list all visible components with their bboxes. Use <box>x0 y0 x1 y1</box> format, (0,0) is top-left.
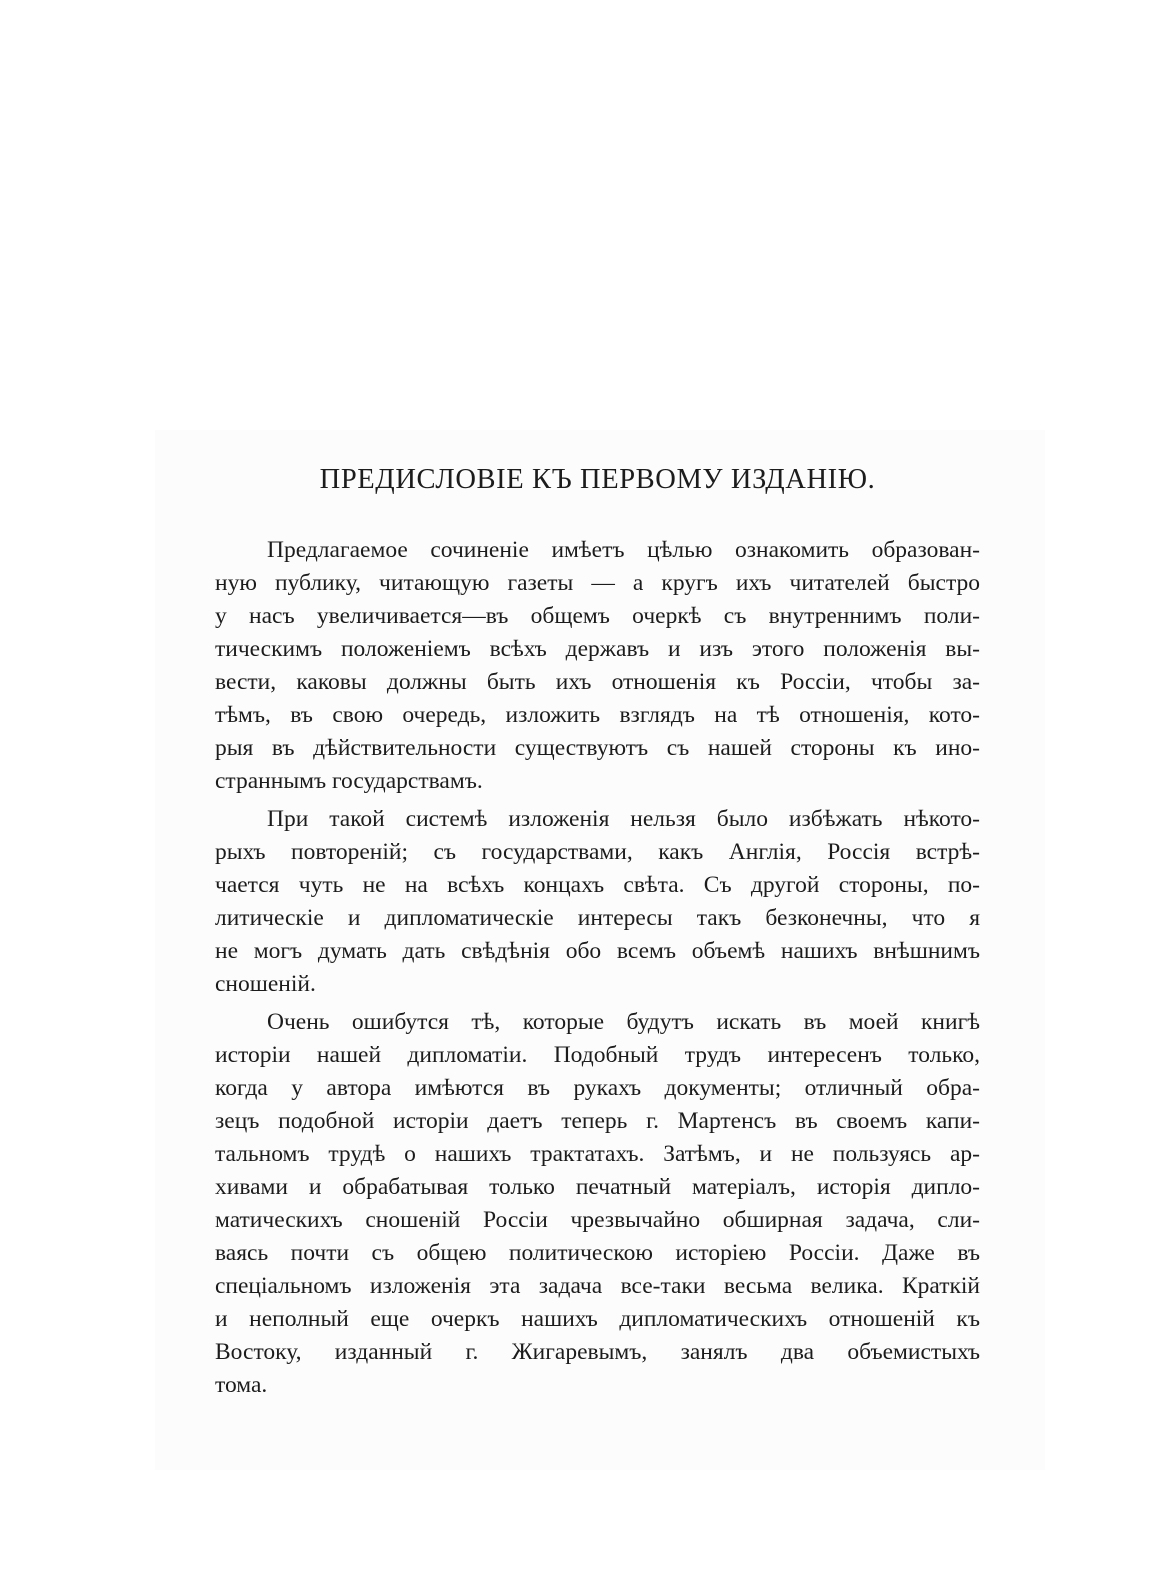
text-line: матическихъ сношеній Россіи чрезвычайно обширная задача, сли- <box>215 1207 980 1233</box>
preface-heading: ПРЕДИСЛОВІЕ КЪ ПЕРВОМУ ИЗДАНІЮ. <box>319 464 876 495</box>
text-line: когда у автора имѣются въ рукахъ документы; отличный обра- <box>215 1075 980 1101</box>
text-line: тома. <box>215 1372 268 1398</box>
text-line: сношеній. <box>215 971 316 997</box>
text-line: тѣмъ, въ свою очередь, изложить взглядъ на тѣ отношенія, кото- <box>215 702 980 728</box>
text-line: тическимъ положеніемъ всѣхъ державъ и изъ этого положенія вы- <box>215 636 980 662</box>
text-line: При такой системѣ изложенія нельзя было избѣжать нѣкото- <box>267 806 980 832</box>
text-line: Очень ошибутся тѣ, которые будутъ искать въ моей книгѣ <box>267 1009 980 1035</box>
text-line: Востоку, изданный г. Жигаревымъ, занялъ два объемистыхъ <box>215 1339 980 1365</box>
text-line: чается чуть не на всѣхъ концахъ свѣта. Съ другой стороны, по- <box>215 872 980 898</box>
paragraph-1 <box>215 534 980 798</box>
text-line: зецъ подобной исторіи даетъ теперь г. Мартенсъ въ своемъ капи- <box>215 1108 980 1134</box>
text-line: у насъ увеличивается—въ общемъ очеркѣ съ внутреннимъ поли- <box>215 603 980 629</box>
text-line: рыхъ повтореній; съ государствами, какъ Англія, Россія встрѣ- <box>215 839 980 865</box>
paragraph-3 <box>215 1006 980 1402</box>
text-line: тальномъ трудѣ о нашихъ трактатахъ. Затѣмъ, и не пользуясь ар- <box>215 1141 980 1167</box>
text-line: спеціальномъ изложенія эта задача все-таки весьма велика. Краткій <box>215 1273 980 1299</box>
preface-body <box>215 534 980 1407</box>
text-line: литическіе и дипломатическіе интересы такъ безконечны, что я <box>215 905 980 931</box>
text-line: ваясь почти съ общею политическою исторіею Россіи. Даже въ <box>215 1240 980 1266</box>
text-line: Предлагаемое сочиненіе имѣетъ цѣлью ознакомить образован- <box>267 537 980 563</box>
paragraph-2 <box>215 803 980 1001</box>
text-line: исторіи нашей дипломатіи. Подобный трудъ интересенъ только, <box>215 1042 980 1068</box>
text-line: и неполный еще очеркъ нашихъ дипломатическихъ отношеній къ <box>215 1306 980 1332</box>
text-line: рыя въ дѣйствительности существуютъ съ нашей стороны къ ино- <box>215 735 980 761</box>
text-line: страннымъ государствамъ. <box>215 768 483 794</box>
text-line: не могъ думать дать свѣдѣнія обо всемъ объемѣ нашихъ внѣшнимъ <box>215 938 980 964</box>
text-line: хивами и обрабатывая только печатный матеріалъ, исторія дипло- <box>215 1174 980 1200</box>
text-line: ную публику, читающую газеты — а кругъ ихъ читателей быстро <box>215 570 980 596</box>
text-line: вести, каковы должны быть ихъ отношенія къ Россіи, чтобы за- <box>215 669 980 695</box>
